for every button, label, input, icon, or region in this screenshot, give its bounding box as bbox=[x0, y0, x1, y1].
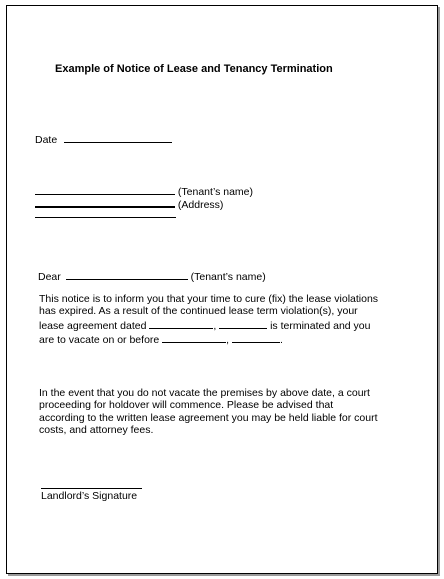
date-blank bbox=[64, 132, 172, 143]
address-label: (Address) bbox=[177, 199, 224, 211]
signature-label: Landlord’s Signature bbox=[41, 490, 138, 502]
document-page bbox=[6, 5, 438, 574]
notice-paragraph bbox=[39, 293, 409, 347]
holdover-line-4: costs, and attorney fees. bbox=[39, 424, 154, 437]
dear-name-blank bbox=[66, 269, 188, 280]
notice-line-1: This notice is to inform you that your time to cure (fix) the lease violations bbox=[39, 293, 379, 305]
vacate-text: are to vacate on or before bbox=[39, 334, 163, 347]
dear-name-label: (Tenant’s name) bbox=[190, 271, 266, 283]
salutation-line bbox=[38, 269, 266, 284]
holdover-line-3: according to the written lease agreement you may be held liable for court bbox=[39, 411, 378, 424]
address-line bbox=[35, 196, 223, 212]
signature-line bbox=[41, 488, 142, 489]
terminated-text: is terminated and you bbox=[267, 319, 371, 332]
document-title: Example of Notice of Lease and Tenancy Termination bbox=[55, 63, 333, 75]
tenant-name-label: (Tenant’s name) bbox=[177, 186, 254, 198]
address-blank bbox=[35, 196, 175, 208]
date-line bbox=[35, 132, 172, 147]
notice-line-3 bbox=[39, 318, 409, 332]
dear-label: Dear bbox=[38, 271, 61, 283]
lease-date-blank-1 bbox=[149, 318, 213, 329]
vacate-date-blank-2 bbox=[232, 332, 280, 343]
notice-line-4 bbox=[39, 332, 409, 346]
vacate-period: . bbox=[280, 334, 283, 347]
holdover-line-2: proceeding for holdover will commence. Please be advised that bbox=[39, 399, 334, 412]
lease-dated-text: lease agreement dated bbox=[39, 319, 150, 332]
notice-line-2: has expired. As a result of the continued lease term violation(s), your bbox=[39, 305, 358, 318]
vacate-date-blank-1 bbox=[162, 332, 226, 343]
vacate-date-comma: , bbox=[226, 334, 233, 347]
tenant-name-blank bbox=[35, 184, 175, 195]
lease-date-comma: , bbox=[213, 319, 220, 332]
holdover-paragraph bbox=[39, 387, 409, 437]
holdover-line-1: In the event that you do not vacate the premises by above date, a court bbox=[39, 387, 370, 399]
date-label: Date bbox=[35, 134, 58, 146]
lease-date-blank-2 bbox=[219, 318, 267, 329]
address-extra-line bbox=[35, 217, 176, 218]
